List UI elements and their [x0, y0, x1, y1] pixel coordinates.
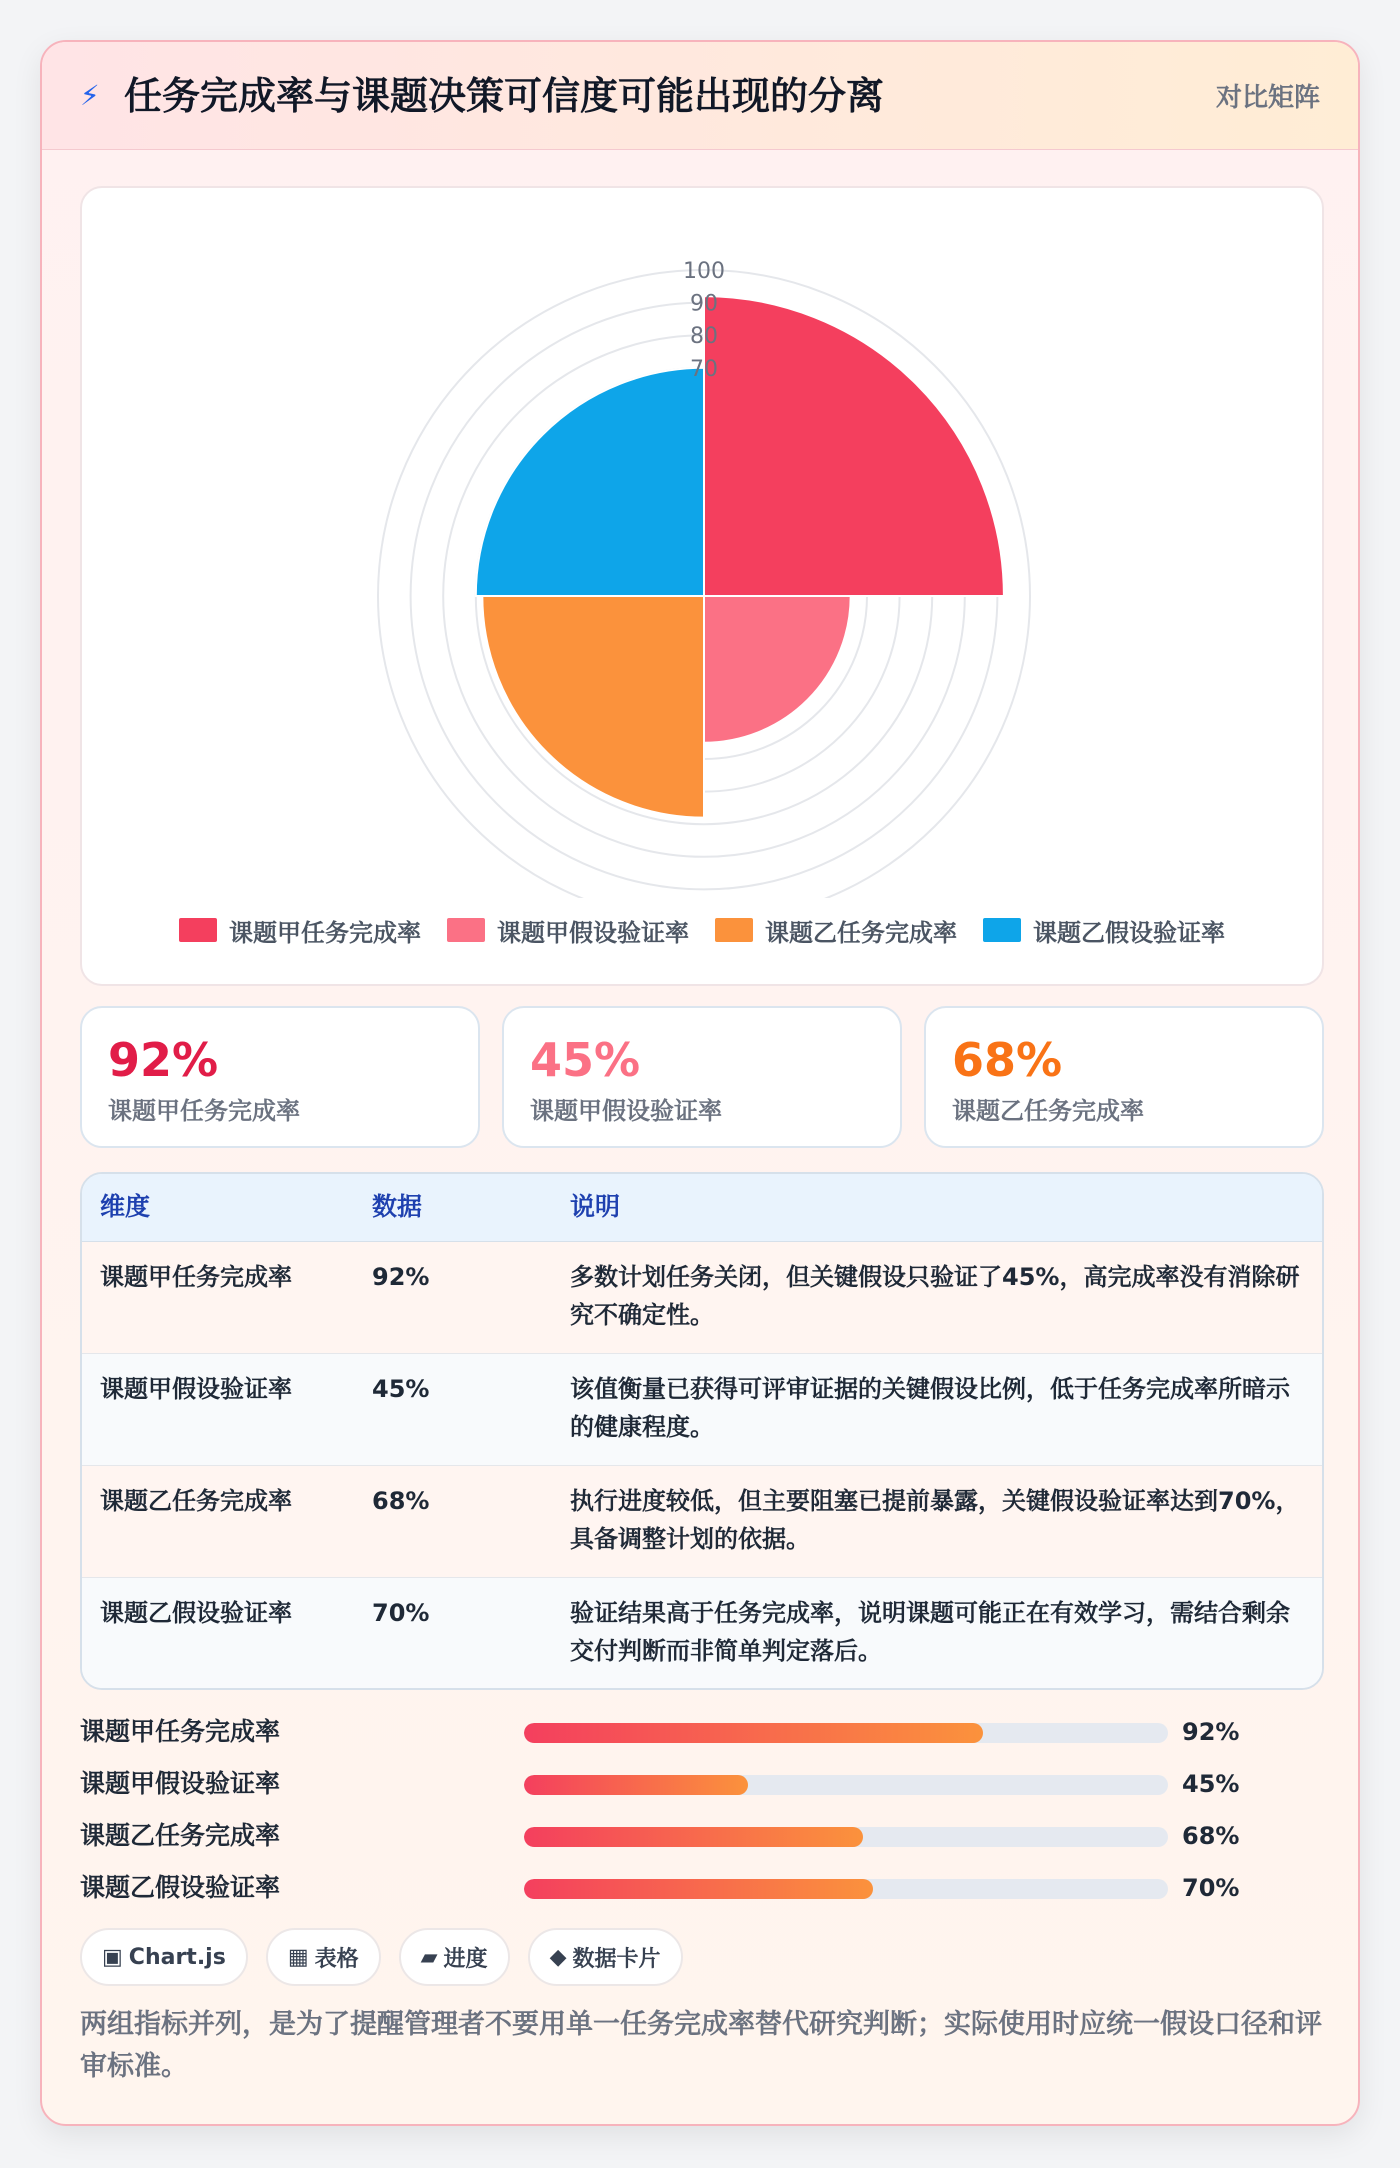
progress-label: 课题乙任务完成率 — [80, 1821, 281, 1850]
legend-item[interactable] — [447, 910, 689, 950]
row-value: 70% — [372, 1599, 430, 1627]
table-icon: ▦ — [287, 1944, 309, 1970]
row-description: 验证结果高于任务完成率，说明课题可能正在有效学习，需结合剩余交付判断而非简单判定落后。 — [570, 1599, 1290, 1665]
legend-swatch — [447, 918, 485, 942]
stat-cards — [80, 1006, 1324, 1148]
radial-tick-label: 70 — [690, 356, 718, 382]
progress-fill — [524, 1827, 863, 1847]
polar-segment-4[interactable] — [476, 368, 704, 596]
lightning-icon: ⚡ — [80, 79, 100, 112]
stat-label: 课题甲任务完成率 — [108, 1097, 300, 1125]
progress-label: 课题甲假设验证率 — [80, 1769, 281, 1798]
legend-item[interactable] — [715, 910, 957, 950]
progress-value: 68% — [1182, 1822, 1240, 1850]
polar-segment-3[interactable] — [482, 596, 704, 818]
progress-track — [524, 1775, 1168, 1795]
chart-legend — [82, 910, 1322, 950]
progress-fill — [524, 1775, 748, 1795]
chip-label: Chart.js — [128, 1944, 226, 1970]
row-value: 92% — [372, 1263, 430, 1291]
legend-swatch — [715, 918, 753, 942]
progress-bars — [80, 1706, 1324, 1926]
table-row — [82, 1466, 1322, 1578]
polar-segment-1[interactable] — [704, 296, 1004, 596]
row-description: 执行进度较低，但主要阻塞已提前暴露，关键假设验证率达到70%，具备调整计划的依据。 — [570, 1487, 1300, 1553]
card-header — [42, 42, 1358, 150]
progress-value: 70% — [1182, 1874, 1240, 1902]
chip-table[interactable] — [266, 1928, 381, 1986]
stat-label: 课题乙任务完成率 — [952, 1097, 1144, 1125]
row-value: 68% — [372, 1487, 430, 1515]
progress-row — [80, 1862, 1324, 1914]
row-dimension: 课题乙任务完成率 — [100, 1487, 292, 1515]
table-header — [82, 1174, 1322, 1242]
chip-label: 表格 — [314, 1946, 359, 1972]
table-row — [82, 1354, 1322, 1466]
stat-card — [80, 1006, 480, 1148]
progress-fill — [524, 1879, 873, 1899]
progress-row — [80, 1706, 1324, 1758]
progress-label: 课题乙假设验证率 — [80, 1873, 281, 1902]
chip-data-cards[interactable] — [528, 1928, 683, 1986]
legend-label: 课题甲假设验证率 — [497, 918, 689, 947]
stat-card — [924, 1006, 1324, 1148]
card-title: 任务完成率与课题决策可信度可能出现的分离 — [124, 74, 885, 118]
legend-item[interactable] — [983, 910, 1225, 950]
row-dimension: 课题甲假设验证率 — [100, 1375, 292, 1403]
header-dimension: 维度 — [100, 1192, 151, 1221]
progress-track — [524, 1723, 1168, 1743]
table-row — [82, 1578, 1322, 1690]
stat-value: 92% — [108, 1033, 219, 1087]
progress-icon: ▰ — [420, 1944, 438, 1970]
matrix-badge: 对比矩阵 — [1215, 83, 1320, 113]
radial-tick-label: 80 — [690, 324, 718, 350]
chip-label: 进度 — [443, 1946, 488, 1972]
legend-label: 课题乙任务完成率 — [765, 918, 957, 947]
stat-value: 45% — [530, 1033, 641, 1087]
stat-card — [502, 1006, 902, 1148]
stat-value: 68% — [952, 1033, 1063, 1087]
chip-progress[interactable] — [399, 1928, 510, 1986]
progress-value: 92% — [1182, 1718, 1240, 1746]
footnote: 两组指标并列，是为了提醒管理者不要用单一任务完成率替代研究判断；实际使用时应统一假设口径和评审标准。 — [80, 2009, 1322, 2082]
progress-fill — [524, 1723, 983, 1743]
legend-label: 课题甲任务完成率 — [229, 918, 421, 947]
polar-chart-panel — [80, 186, 1324, 986]
chip-label: 数据卡片 — [572, 1946, 661, 1972]
radial-tick-label: 100 — [683, 259, 725, 284]
progress-track — [524, 1827, 1168, 1847]
progress-row — [80, 1758, 1324, 1810]
table-row — [82, 1242, 1322, 1354]
progress-value: 45% — [1182, 1770, 1240, 1798]
polar-area-chart[interactable] — [82, 188, 1326, 898]
stat-label: 课题甲假设验证率 — [530, 1097, 722, 1125]
data-table — [80, 1172, 1324, 1690]
row-dimension: 课题甲任务完成率 — [100, 1263, 292, 1291]
row-value: 45% — [372, 1375, 430, 1403]
legend-swatch — [983, 918, 1021, 942]
legend-item[interactable] — [179, 910, 421, 950]
progress-track — [524, 1879, 1168, 1899]
diamond-icon: ◆ — [549, 1944, 567, 1970]
legend-swatch — [179, 918, 217, 942]
feature-chips — [80, 1928, 683, 1986]
progress-label: 课题甲任务完成率 — [80, 1717, 281, 1746]
radial-tick-label: 90 — [690, 291, 718, 317]
row-dimension: 课题乙假设验证率 — [100, 1599, 292, 1627]
header-description: 说明 — [570, 1192, 621, 1221]
polar-segment-2[interactable] — [704, 596, 851, 743]
chart-icon: ▣ — [102, 1944, 123, 1970]
comparison-card — [40, 40, 1360, 2126]
header-data: 数据 — [372, 1192, 423, 1221]
legend-label: 课题乙假设验证率 — [1033, 918, 1225, 947]
chip-chartjs[interactable] — [80, 1928, 248, 1986]
row-description: 多数计划任务关闭，但关键假设只验证了45%，高完成率没有消除研究不确定性。 — [570, 1263, 1300, 1329]
progress-row — [80, 1810, 1324, 1862]
row-description: 该值衡量已获得可评审证据的关键假设比例，低于任务完成率所暗示的健康程度。 — [570, 1375, 1290, 1441]
